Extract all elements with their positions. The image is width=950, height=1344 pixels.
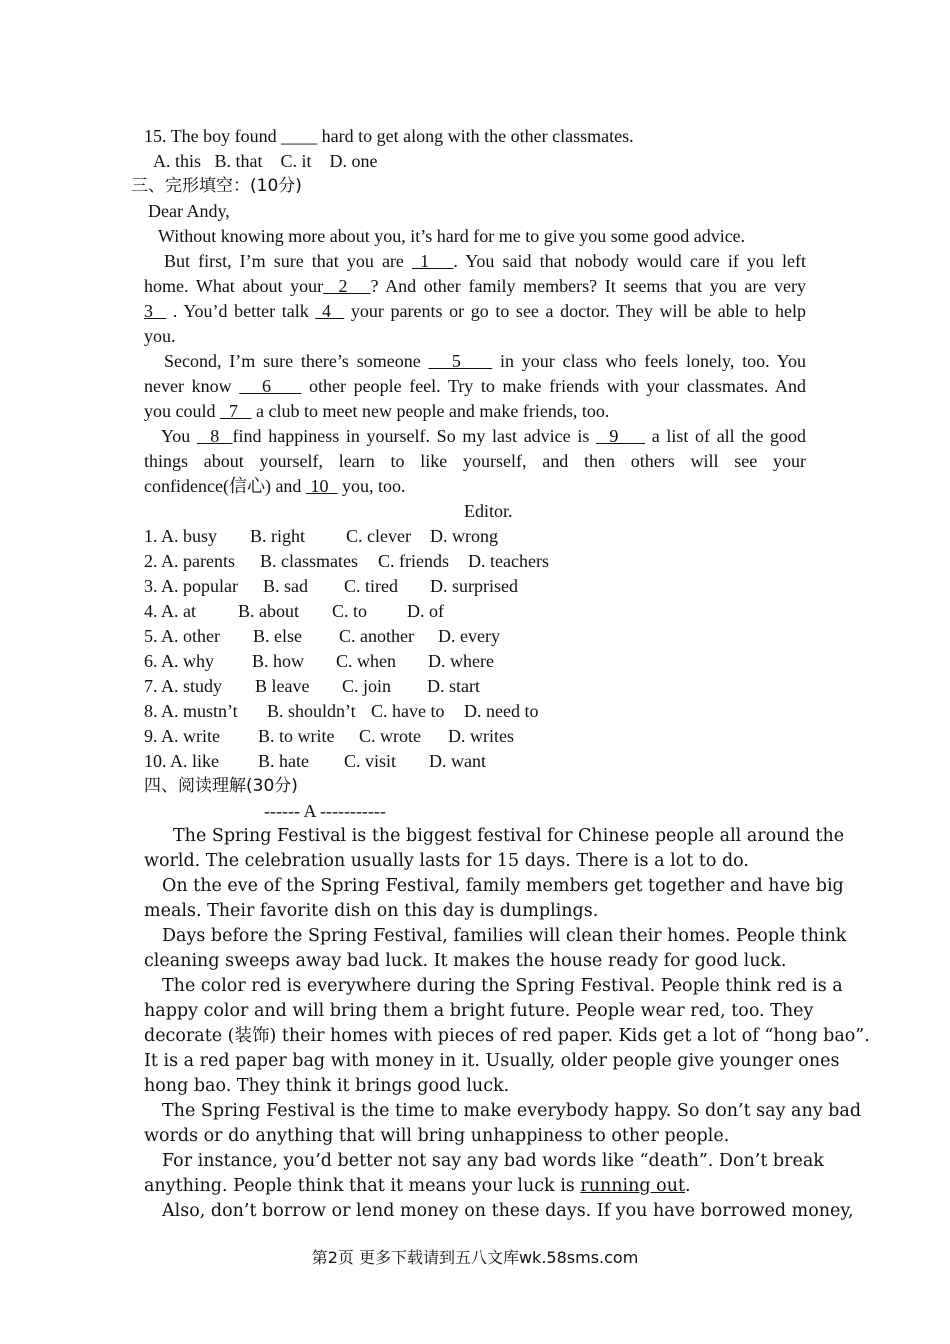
- options-row: 10. A. like B. hate C. visit D. want: [144, 751, 486, 771]
- options-row: 9. A. write B. to write C. wrote D. writes: [144, 726, 514, 746]
- options-row: 3. A. popular B. sad C. tired D. surprised: [144, 576, 518, 596]
- options-row: 2. A. parents B. classmates C. friends D. teachers: [144, 551, 549, 571]
- blank-6: 6: [239, 376, 302, 396]
- reading-line: hong bao. They think it brings good luck.: [144, 1076, 510, 1096]
- reading-line: For instance, you’d better not say any bad words like “death”. Don’t break: [162, 1151, 824, 1171]
- options-row: 6. A. why B. how C. when D. where: [144, 651, 494, 671]
- page-footer: 第2页 更多下载请到五八文库wk.58sms.com: [311, 1248, 639, 1267]
- reading-line: On the eve of the Spring Festival, family members get together and have big: [162, 876, 844, 896]
- blank-9: 9: [596, 426, 646, 446]
- cloze-heading: 三、完形填空：(10分): [131, 176, 302, 196]
- options-row: 4. A. at B. about C. to D. of: [144, 601, 444, 621]
- question-15-options: [153, 149, 815, 174]
- reading-line: The Spring Festival is the biggest festival for Chinese people all around the: [173, 826, 845, 846]
- options-row: 1. A. busy B. right C. clever D. wrong: [144, 526, 498, 546]
- cloze-paragraph-2-line-4: you.: [144, 326, 176, 346]
- reading-line: Days before the Spring Festival, families will clean their homes. People think: [162, 926, 847, 946]
- reading-section-a-label: ------ A -----------: [264, 801, 386, 821]
- reading-line: world. The celebration usually lasts for 15 days. There is a lot to do.: [144, 851, 749, 871]
- blank-8: 8: [196, 426, 233, 446]
- cloze-paragraph-3-line-1: Second, I’m sure there’s someone 5 in your class who feels lonely, too. You: [164, 351, 806, 371]
- cloze-paragraph-2-line-1: But first, I’m sure that you are 1 . You said that nobody would care if you left: [164, 251, 806, 271]
- option-d: D. one: [329, 151, 378, 171]
- blank-4: 4: [315, 301, 345, 321]
- reading-line: happy color and will bring them a bright future. People wear red, too. They: [144, 1001, 814, 1021]
- letter-greeting: Dear Andy,: [148, 201, 230, 221]
- cloze-paragraph-3-line-3: you could 7 a club to meet new people and make friends, too.: [144, 401, 610, 421]
- reading-line: words or do anything that will bring unhappiness to other people.: [144, 1126, 730, 1146]
- cloze-paragraph-2-line-3: 3 . You’d better talk 4 your parents or go to see a doctor. They will be able to help: [144, 301, 807, 321]
- blank-3: 3: [144, 301, 167, 321]
- letter-signature: Editor.: [464, 501, 513, 521]
- reading-line: decorate (装饰) their homes with pieces of red paper. Kids get a lot of “hong bao”.: [144, 1026, 870, 1046]
- blank-10: 10: [305, 476, 338, 496]
- option-c: C. it: [280, 151, 312, 171]
- reading-line: Also, don’t borrow or lend money on these days. If you have borrowed money,: [162, 1201, 854, 1221]
- underlined-phrase: running out: [580, 1176, 686, 1196]
- cloze-paragraph-4-line-1: You 8 find happiness in yourself. So my last advice is 9 a list of all the good: [161, 426, 807, 446]
- blank-2: 2: [323, 276, 371, 296]
- cloze-paragraph-2-line-2: home. What about your 2 ? And other family members? It seems that you are very: [144, 276, 807, 296]
- question-15-stem: 15. The boy found ____ hard to get along with the other classmates.: [144, 126, 634, 146]
- reading-line: The Spring Festival is the time to make everybody happy. So don’t say any bad: [162, 1101, 862, 1121]
- options-row: 7. A. study B leave C. join D. start: [144, 676, 480, 696]
- option-b: B. that: [214, 151, 263, 171]
- reading-line: cleaning sweeps away bad luck. It makes the house ready for good luck.: [144, 951, 787, 971]
- options-row: 5. A. other B. else C. another D. every: [144, 626, 500, 646]
- reading-line: The color red is everywhere during the Spring Festival. People think red is a: [162, 976, 843, 996]
- blank-5: 5: [428, 351, 493, 371]
- cloze-paragraph-4-line-3: confidence(信心) and 10 you, too.: [144, 476, 406, 496]
- cloze-paragraph-4-line-2: things about yourself, learn to like yourself, and then others will see your: [144, 451, 806, 471]
- cloze-paragraph-3-line-2: never know 6 other people feel. Try to make friends with your classmates. And: [144, 376, 806, 396]
- reading-line: anything. People think that it means your luck is running out.: [144, 1176, 691, 1196]
- reading-line: meals. Their favorite dish on this day is dumplings.: [144, 901, 599, 921]
- blank-7: 7: [220, 401, 252, 421]
- reading-line: It is a red paper bag with money in it. Usually, older people give younger ones: [144, 1051, 840, 1071]
- reading-heading: 四、阅读理解(30分): [144, 776, 298, 796]
- options-row: 8. A. mustn’t B. shouldn’t C. have to D. need to: [144, 701, 539, 721]
- blank-1: 1: [412, 251, 454, 271]
- option-a: A. this: [153, 151, 202, 171]
- cloze-paragraph-1: Without knowing more about you, it’s hard for me to give you some good advice.: [158, 226, 746, 246]
